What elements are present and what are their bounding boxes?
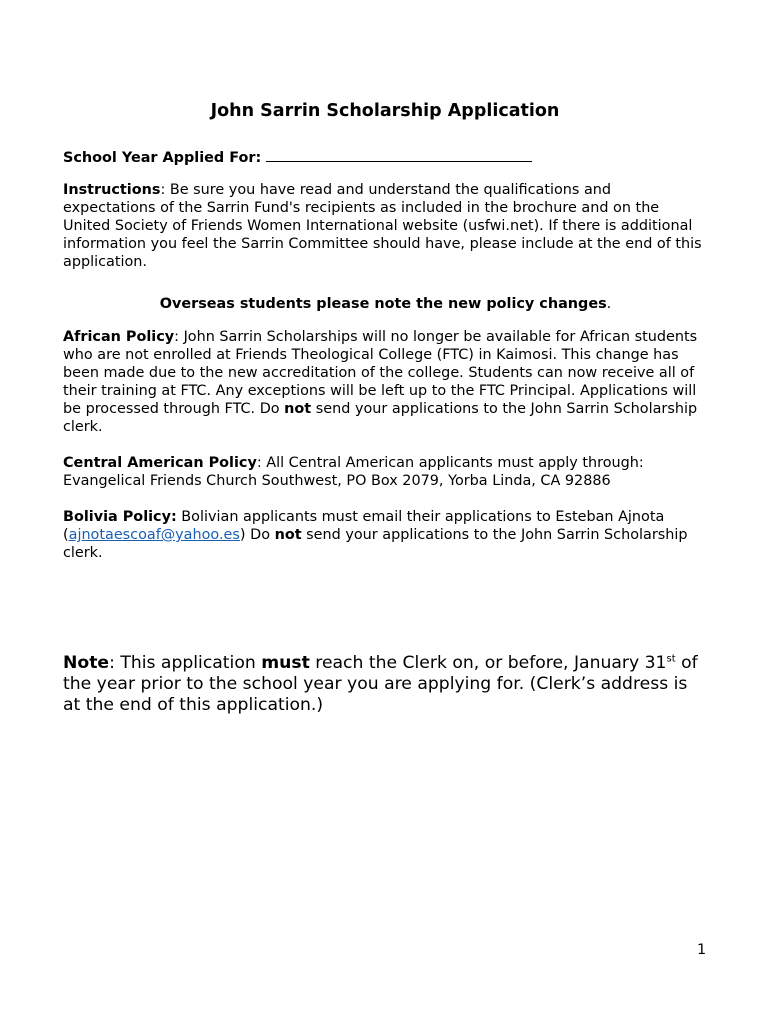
note-text-2: reach the Clerk on, or before, January 31: [309, 653, 667, 673]
overseas-notice: [63, 295, 708, 313]
african-policy-paragraph: [63, 328, 708, 436]
page-title: John Sarrin Scholarship Application: [210, 101, 560, 121]
bolivia-policy-text-1: Bolivian applicants must email their applications to Esteban Ajnota (: [63, 509, 665, 543]
central-american-policy-label: Central American Policy: [63, 455, 257, 471]
bolivia-policy-emphasis: not: [274, 527, 302, 543]
page-number: 1: [697, 942, 707, 958]
instructions-label: Instructions: [63, 182, 161, 198]
central-american-policy-paragraph: [63, 454, 708, 490]
note-text-1: : This application: [109, 653, 262, 673]
bolivia-policy-paragraph: [63, 508, 708, 562]
school-year-blank-field[interactable]: [266, 147, 532, 162]
instructions-paragraph: [63, 181, 708, 271]
overseas-notice-text: Overseas students please note the new policy changes: [159, 296, 607, 312]
central-american-policy-text: : All Central American applicants must apply through: Evangelical Friends Church Southwest, PO Box 2079, Yorba Linda, CA 92886: [63, 455, 644, 489]
note-label: Note: [63, 653, 110, 673]
note-paragraph: [63, 653, 708, 716]
instructions-text: : Be sure you have read and understand the qualifications and expectations of the Sarrin Fund's recipients as included in the brochure and on the United Society of Friends Women International website (usfwi.net). If there is additional information you feel the Sarrin Committee should have, please include at the end of this application.: [63, 182, 702, 270]
bolivia-policy-label: Bolivia Policy:: [63, 509, 177, 525]
bolivia-policy-text-2: ) Do: [239, 527, 275, 543]
african-policy-text-1: : John Sarrin Scholarships will no longer be available for African students who are not enrolled at Friends Theological College (FTC) in Kaimosi. This change has been made due to the new accreditation of the college. Students can now receive all of their training at FTC. Any exceptions will be left up to the FTC Principal. Applications will be processed through FTC. Do: [63, 329, 698, 417]
african-policy-emphasis: not: [284, 401, 312, 417]
bolivia-policy-text-3: send your applications to the John Sarrin Scholarship clerk.: [63, 527, 688, 561]
note-emphasis: must: [261, 653, 310, 673]
african-policy-label: African Policy: [63, 329, 175, 345]
school-year-line: [63, 147, 708, 167]
bolivia-email-link[interactable]: ajnotaescoaf@yahoo.es: [68, 527, 240, 543]
african-policy-text-2: send your applications to the John Sarrin Scholarship clerk.: [63, 401, 698, 435]
note-text-3: of the year prior to the school year you are applying for. (Clerk’s address is at the end of this application.): [63, 653, 698, 715]
note-superscript: st: [666, 653, 676, 665]
overseas-notice-period: .: [606, 296, 612, 312]
school-year-label: School Year Applied For:: [63, 150, 262, 166]
